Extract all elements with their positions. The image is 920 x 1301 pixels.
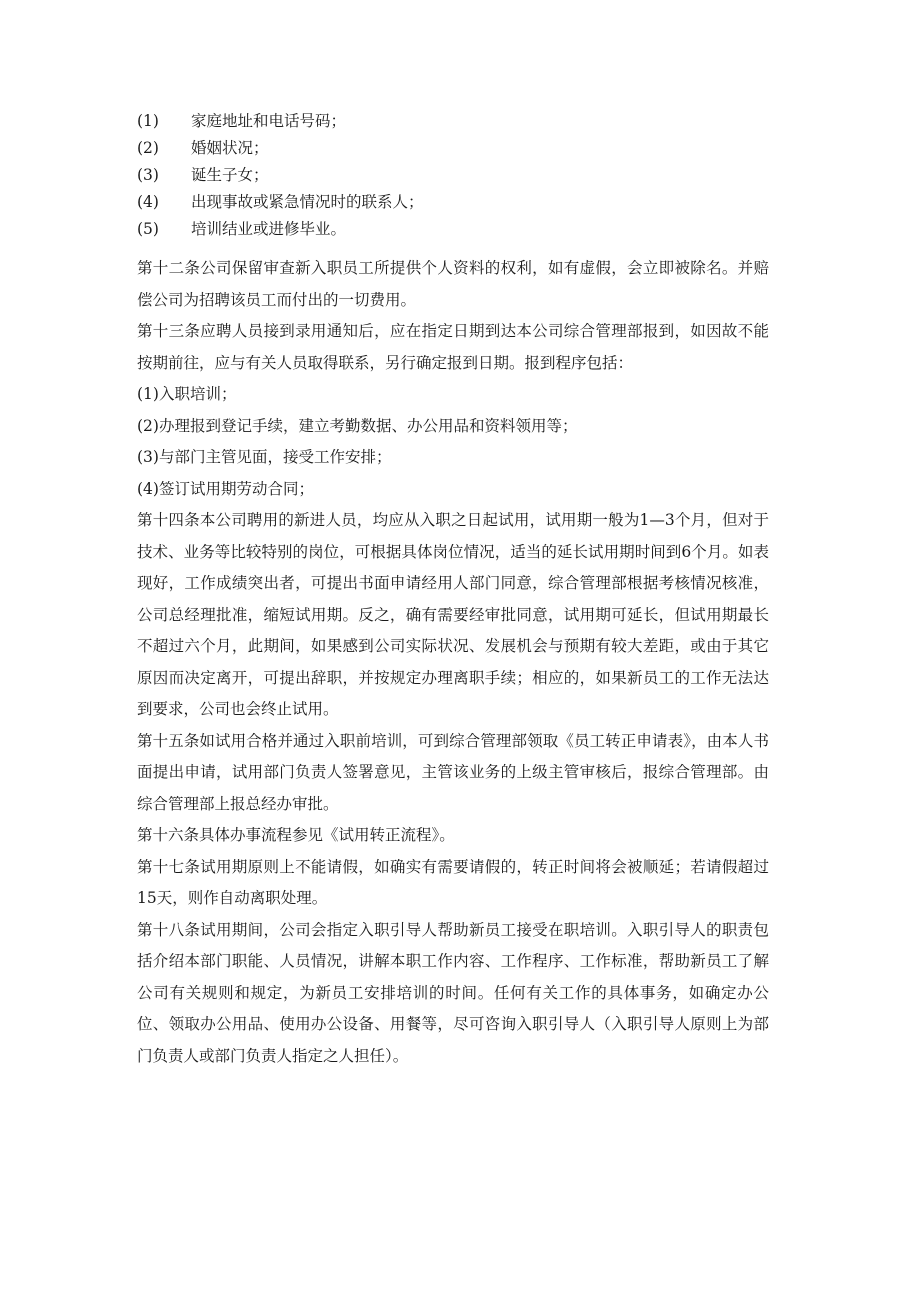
list-text: 出现事故或紧急情况时的联系人； [191, 193, 424, 211]
personal-info-list [137, 108, 787, 243]
article-13: 第十三条应聘人员接到录用通知后，应在指定日期到达本公司综合管理部报到，如因故不能按期前往，应与有关人员取得联系，另行确定报到日期。报到程序包括： [137, 322, 769, 372]
article-14: 第十四条本公司聘用的新进人员，均应从入职之日起试用，试用期一般为1—3个月，但对于技术、业务等比较特别的岗位，可根据具体岗位情况，适当的延长试用期时间到6个月。如表现好，工作成绩突出者，可提出书面申请经用人部门同意，综合管理部根据考核情况核准，公司总经理批准，缩短试用期。反之，确有需要经审批同意，试用期可延长，但试用期最长不超过六个月，此期间，如果感到公司实际状况、发展机会与预期有较大差距，或由于其它原因而决定离开，可提出辞职，并按规定办理离职手续；相应的，如果新员工的工作无法达到要求，公司也会终止试用。 [137, 511, 769, 718]
list-number: (1) [137, 112, 159, 130]
list-item [137, 135, 787, 162]
list-item [137, 162, 787, 189]
article-17: 第十七条试用期原则上不能请假，如确实有需要请假的，转正时间将会被顺延；若请假超过15天，则作自动离职处理。 [137, 857, 769, 907]
procedure-item: (2)办理报到登记手续，建立考勤数据、办公用品和资料领用等； [137, 416, 578, 435]
list-number: (4) [137, 193, 159, 211]
procedure-item: (3)与部门主管见面，接受工作安排； [137, 448, 392, 466]
article-12: 第十二条公司保留审查新入职员工所提供个人资料的权利，如有虚假，会立即被除名。并赔偿公司为招聘该员工而付出的一切费用。 [137, 259, 769, 309]
list-item [137, 108, 787, 135]
article-15: 第十五条如试用合格并通过入职前培训，可到综合管理部领取《员工转正申请表》，由本人书面提出申请，试用部门负责人签署意见，主管该业务的上级主管审核后，报综合管理部。由综合管理部上报总经办审批。 [137, 731, 769, 813]
article-16: 第十六条具体办事流程参见《试用转正流程》。 [137, 826, 455, 844]
list-text: 家庭地址和电话号码； [191, 112, 347, 130]
document-body [137, 253, 769, 1072]
procedure-item: (1)入职培训； [137, 385, 237, 403]
list-item [137, 189, 787, 216]
list-text: 培训结业或进修毕业。 [191, 220, 347, 238]
list-number: (3) [137, 166, 159, 184]
procedure-item: (4)签订试用期劳动合同； [137, 479, 314, 498]
article-18: 第十八条试用期间，公司会指定入职引导人帮助新员工接受在职培训。入职引导人的职责包括介绍本部门职能、人员情况，讲解本职工作内容、工作程序、工作标准，帮助新员工了解公司有关规则和规定，为新员工安排培训的时间。任何有关工作的具体事务，如确定办公位、领取办公用品、使用办公设备、用餐等，尽可咨询入职引导人（入职引导人原则上为部门负责人或部门负责人指定之人担任）。 [137, 920, 769, 1065]
list-text: 诞生子女； [191, 166, 269, 184]
list-item [137, 216, 787, 243]
list-number: (5) [137, 220, 159, 238]
list-text: 婚姻状况； [191, 139, 269, 157]
list-number: (2) [137, 139, 159, 157]
